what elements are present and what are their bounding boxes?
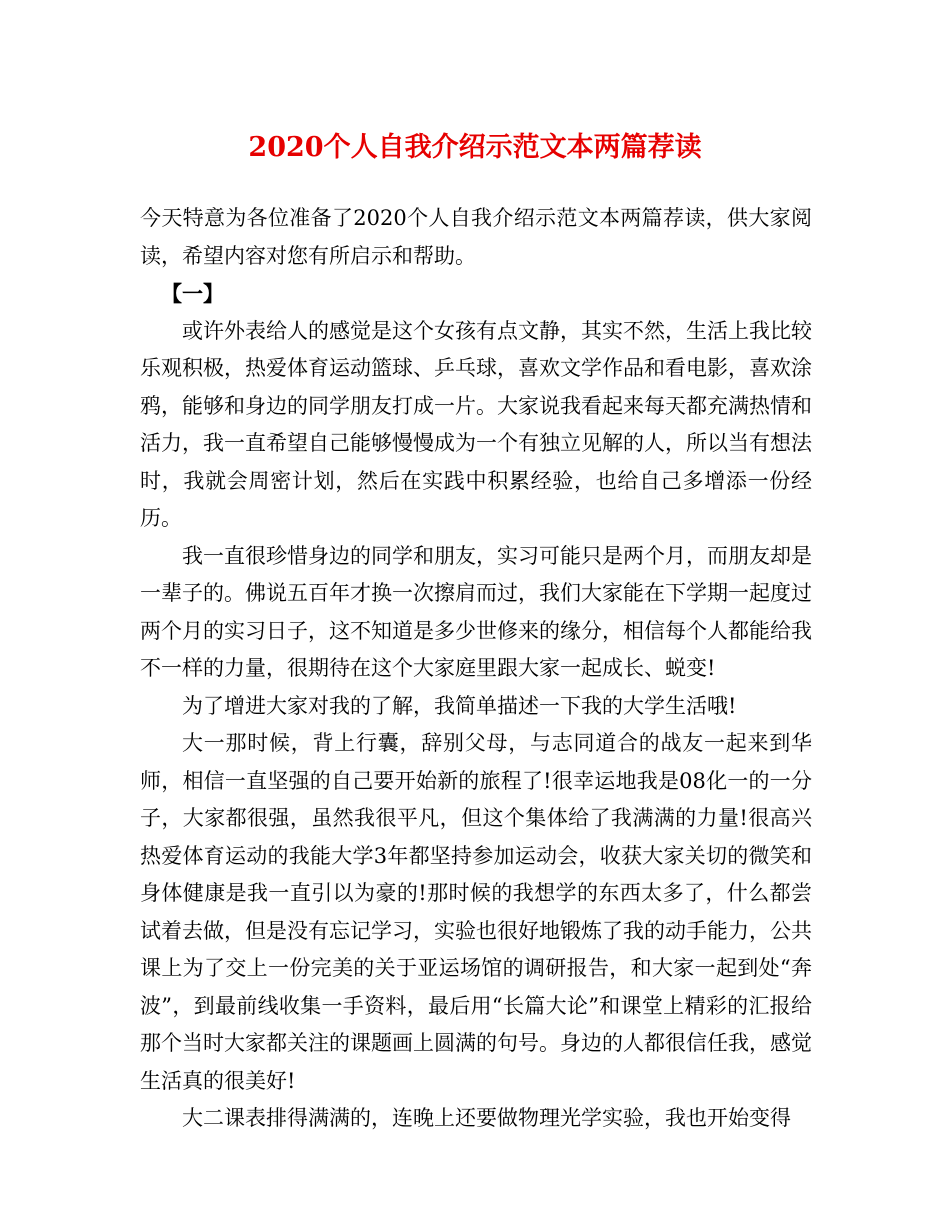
body-paragraph: 大一那时候，背上行囊，辞别父母，与志同道合的战友一起来到华师，相信一直坚强的自己要开始新的旅程了!很幸运地我是08化一的一分子，大家都很强，虽然我很平凡，但这个集体给了我满满的力量!很高兴热爱体育运动的我能大学3年都坚持参加运动会，收获大家关切的微笑和身体健康是我一直引以为豪的!那时候的我想学的东西太多了，什么都尝试着去做，但是没有忘记学习，实验也很好地锻炼了我的动手能力，公共课上为了交上一份完美的关于亚运场馆的调研报告，和大家一起到处“奔波”，到最前线收集一手资料，最后用“长篇大论”和课堂上精彩的汇报给那个当时大家都关注的课题画上圆满的句号。身边的人都很信任我，感觉生活真的很美好! [140, 731, 812, 1093]
intro-paragraph: 今天特意为各位准备了2020个人自我介绍示范文本两篇荐读，供大家阅读，希望内容对您有所启示和帮助。 [140, 206, 812, 268]
body-paragraph: 我一直很珍惜身边的同学和朋友，实习可能只是两个月，而朋友却是一辈子的。佛说五百年才换一次擦肩而过，我们大家能在下学期一起度过两个月的实习日子，这不知道是多少世修来的缘分，相信每个人都能给我不一样的力量，很期待在这个大家庭里跟大家一起成长、蜕变! [140, 543, 812, 680]
document-body [140, 200, 812, 1138]
body-paragraph: 大二课表排得满满的，连晚上还要做物理光学实验，我也开始变得 [182, 1106, 791, 1130]
document-title: 2020个人自我介绍示范文本两篇荐读 [248, 132, 702, 163]
body-paragraph: 为了增进大家对我的了解，我简单描述一下我的大学生活哦! [182, 693, 737, 718]
section-heading-one: 【一】 [161, 281, 224, 306]
body-paragraph: 或许外表给人的感觉是这个女孩有点文静，其实不然，生活上我比较乐观积极，热爱体育运动篮球、乒乓球，喜欢文学作品和看电影，喜欢涂鸦，能够和身边的同学朋友打成一片。大家说我看起来每天都充满热情和活力，我一直希望自己能够慢慢成为一个有独立见解的人，所以当有想法时，我就会周密计划，然后在实践中积累经验，也给自己多增添一份经历。 [140, 318, 812, 530]
